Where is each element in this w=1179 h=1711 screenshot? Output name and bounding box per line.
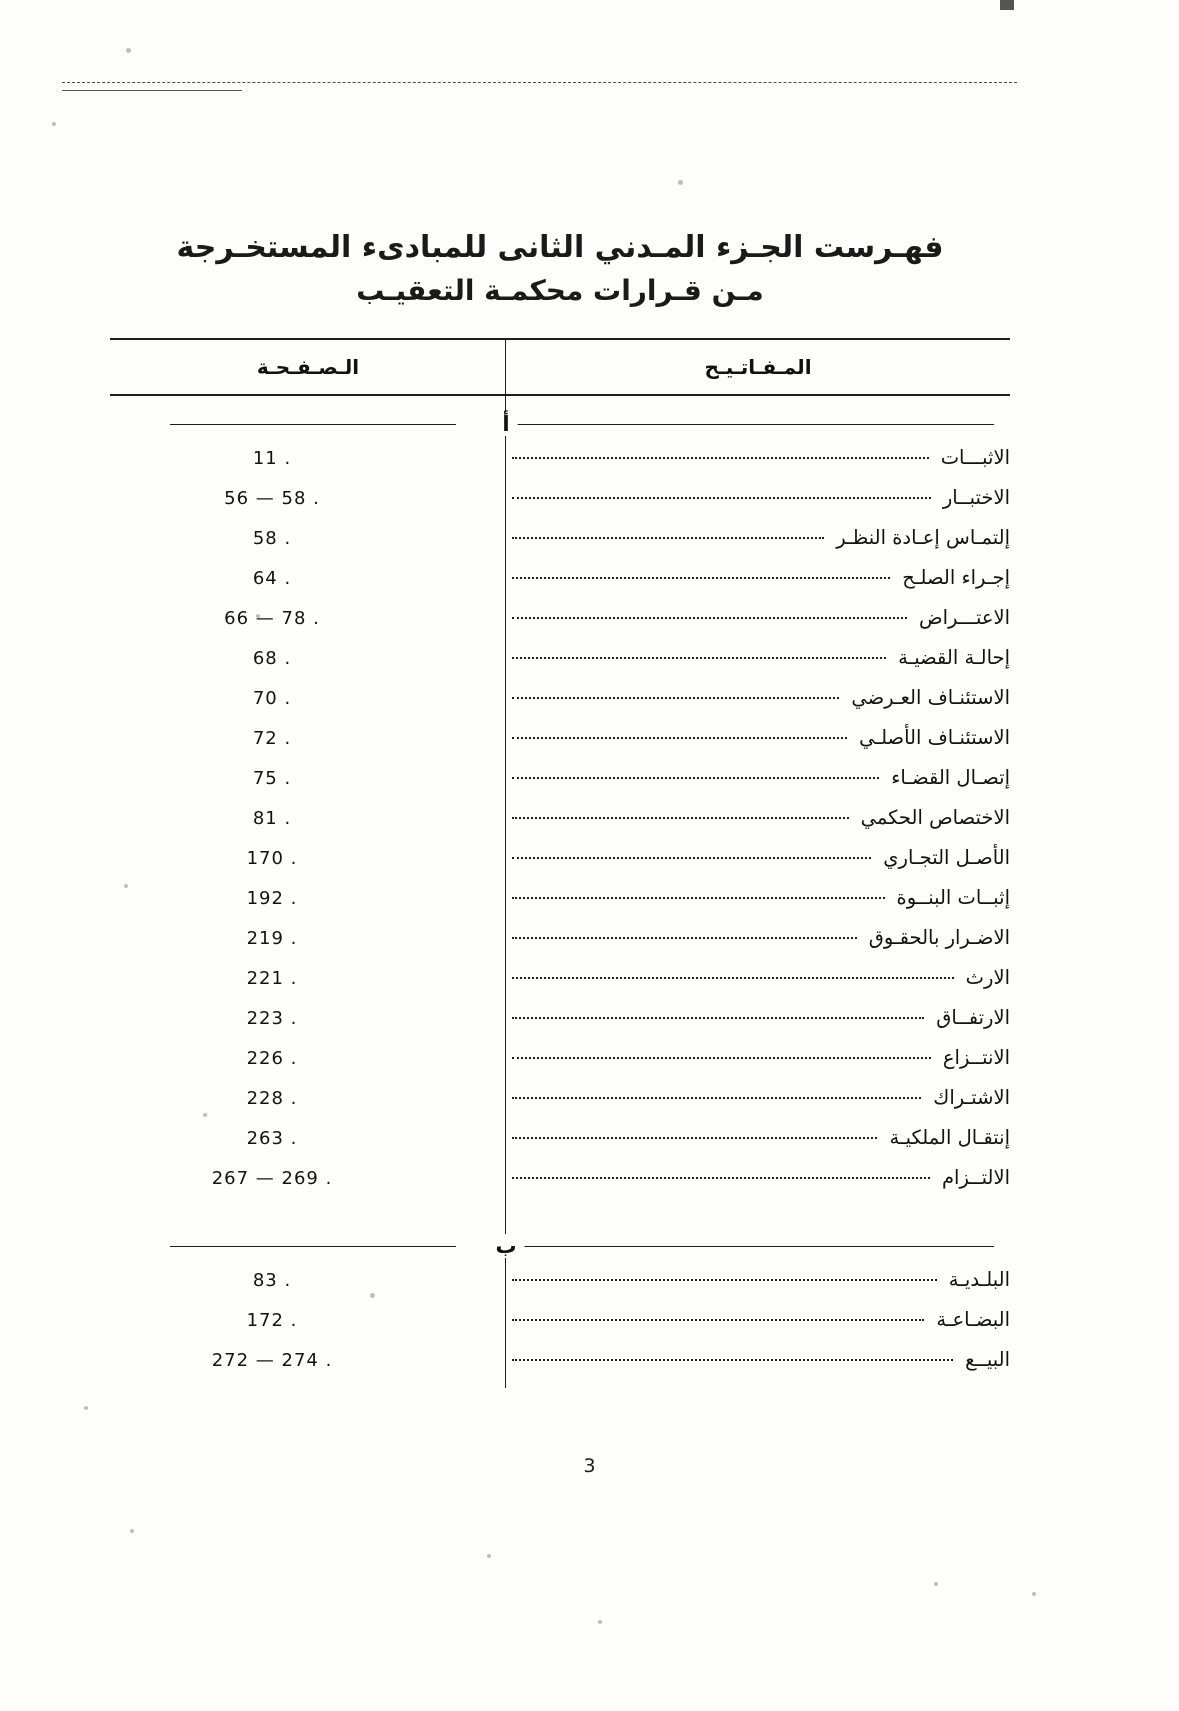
entry-key-cell	[488, 646, 1010, 669]
entry-key: البيــع	[965, 1348, 1010, 1371]
entry-key: الاستئنـاف الأصلـي	[859, 726, 1010, 749]
index-entry	[110, 646, 1010, 686]
entry-page: 272 — 274 .	[211, 1350, 333, 1371]
entry-key-cell	[488, 1126, 1010, 1149]
entry-key-cell	[488, 1308, 1010, 1331]
entry-key: الانتــزاع	[942, 1046, 1010, 1069]
index-table	[110, 338, 1010, 1388]
leader-dots	[512, 1137, 877, 1139]
leader-dots	[512, 697, 839, 699]
section-letter: أ	[494, 412, 517, 436]
entry-key-cell	[488, 526, 1010, 549]
scan-speck	[126, 48, 131, 53]
column-header-page: الـصـفـحـة	[256, 355, 360, 379]
entry-key-cell	[488, 486, 1010, 509]
table-header-row	[110, 340, 1010, 394]
scan-top-rule-secondary	[62, 90, 242, 91]
index-entry	[110, 1268, 1010, 1308]
scan-speck	[678, 180, 683, 185]
leader-dots	[512, 777, 879, 779]
leader-dots	[512, 1097, 921, 1099]
leader-dots	[512, 977, 954, 979]
index-entry	[110, 1086, 1010, 1126]
index-content	[110, 225, 1010, 1388]
leader-dots	[512, 817, 849, 819]
entry-key-cell	[488, 1348, 1010, 1371]
entry-key: الاثبـــات	[940, 446, 1010, 469]
index-entry	[110, 846, 1010, 886]
leader-dots	[512, 1057, 931, 1059]
table-body	[110, 396, 1010, 1388]
entry-page: 68 .	[252, 648, 292, 669]
entry-key: البضـاعـة	[936, 1308, 1010, 1331]
entry-page: 221 .	[246, 968, 298, 989]
entry-key-cell	[488, 1086, 1010, 1109]
entry-page: 58 .	[252, 528, 292, 549]
leader-dots	[512, 1319, 924, 1321]
entry-page: 192 .	[246, 888, 298, 909]
leader-dots	[512, 737, 847, 739]
entry-key-cell	[488, 686, 1010, 709]
section-rule-left	[110, 424, 496, 425]
entry-key: الاضـرار بالحقـوق	[868, 926, 1010, 949]
section-letter: ب	[487, 1234, 524, 1258]
leader-dots	[512, 1359, 953, 1361]
entry-key: الاختصاص الحكمي	[860, 806, 1010, 829]
entry-key: الالتــزام	[941, 1166, 1010, 1189]
entry-key-cell	[488, 1006, 1010, 1029]
entry-page: 56 — 58 .	[224, 488, 320, 509]
entry-key: إجـراء الصلـح	[902, 566, 1010, 589]
leader-dots	[512, 1017, 924, 1019]
section-separator-baa	[110, 1224, 1010, 1268]
page-title-line-1: فهـرست الجـزء المـدني الثانى للمبادىء المستخـرجة	[176, 230, 944, 265]
entry-page: 66 — 78 .	[224, 608, 320, 629]
entry-key-cell	[488, 1166, 1010, 1189]
entry-key: الاعتـــراض	[919, 606, 1010, 629]
column-header-keys: المـفـاتـيـح	[704, 355, 812, 379]
leader-dots	[512, 857, 871, 859]
entry-page: 170 .	[246, 848, 298, 869]
entry-key: الاشتـراك	[933, 1086, 1010, 1109]
leader-dots	[512, 1177, 930, 1179]
entry-key-cell	[488, 806, 1010, 829]
index-entry	[110, 1348, 1010, 1388]
entry-key-cell	[488, 926, 1010, 949]
index-entry	[110, 1308, 1010, 1348]
leader-dots	[512, 1279, 937, 1281]
entry-key-cell	[488, 1046, 1010, 1069]
scan-speck	[130, 1529, 134, 1533]
page-number: 3	[583, 1455, 596, 1477]
page-title	[110, 225, 1010, 312]
entry-page: 64 .	[252, 568, 292, 589]
scan-speck	[84, 1406, 88, 1410]
scan-speck	[934, 1582, 938, 1586]
section-rule-right	[496, 424, 1010, 425]
leader-dots	[512, 537, 824, 539]
leader-dots	[512, 617, 907, 619]
index-entry	[110, 766, 1010, 806]
entry-key-cell	[488, 966, 1010, 989]
scan-edge-mark	[1000, 0, 1014, 10]
leader-dots	[512, 577, 890, 579]
entry-key-cell	[488, 1268, 1010, 1291]
leader-dots	[512, 657, 886, 659]
index-entry	[110, 886, 1010, 926]
index-entry	[110, 686, 1010, 726]
entry-key-cell	[488, 846, 1010, 869]
leader-dots	[512, 937, 857, 939]
index-entry	[110, 1046, 1010, 1086]
entry-page: 75 .	[252, 768, 292, 789]
section-rule-right	[496, 1246, 1010, 1247]
entry-key: إثبــات البنــوة	[896, 886, 1010, 909]
leader-dots	[512, 497, 931, 499]
section-separator-alef	[110, 402, 1010, 446]
entry-key-cell	[488, 606, 1010, 629]
entry-page: 219 .	[246, 928, 298, 949]
entry-page: 226 .	[246, 1048, 298, 1069]
index-entry	[110, 966, 1010, 1006]
leader-dots	[512, 897, 885, 899]
scan-speck	[598, 1620, 602, 1624]
entry-page: 263 .	[246, 1128, 298, 1149]
index-entry	[110, 606, 1010, 646]
index-entry	[110, 926, 1010, 966]
entry-key: إنتقـال الملكيـة	[889, 1126, 1010, 1149]
scan-speck	[52, 122, 56, 126]
entry-page: 223 .	[246, 1008, 298, 1029]
index-entry	[110, 526, 1010, 566]
entry-key: إحالـة القضيـة	[898, 646, 1010, 669]
index-entry	[110, 566, 1010, 606]
entry-key-cell	[488, 446, 1010, 469]
page-title-line-2: مـن قـرارات محكمـة التعقيـب	[356, 274, 764, 307]
entry-page: 72 .	[252, 728, 292, 749]
entry-key: إلتمـاس إعـادة النظـر	[836, 526, 1010, 549]
index-entry	[110, 1126, 1010, 1166]
entry-key-cell	[488, 566, 1010, 589]
table-column-divider	[505, 338, 506, 396]
index-entry	[110, 1166, 1010, 1206]
entry-key-cell	[488, 886, 1010, 909]
entry-key: الأصـل التجـاري	[883, 846, 1010, 869]
entry-page: 11 .	[252, 448, 292, 469]
entry-page: 70 .	[252, 688, 292, 709]
index-entry	[110, 726, 1010, 766]
index-entry	[110, 806, 1010, 846]
scan-speck	[487, 1554, 491, 1558]
entry-page: 267 — 269 .	[211, 1168, 333, 1189]
index-entry	[110, 486, 1010, 526]
index-entry	[110, 1006, 1010, 1046]
entry-key: الارث	[965, 966, 1010, 989]
entry-key: الاختبــار	[942, 486, 1010, 509]
entry-key: الارتفــاق	[936, 1006, 1010, 1029]
section-rule-left	[110, 1246, 496, 1247]
scan-top-rule	[62, 82, 1017, 83]
scan-speck	[1032, 1592, 1036, 1596]
entry-page: 83 .	[252, 1270, 292, 1291]
index-entry	[110, 446, 1010, 486]
entry-key: إتصـال القضـاء	[891, 766, 1010, 789]
entry-key: الاستئنـاف العـرضي	[851, 686, 1010, 709]
entry-page: 81 .	[252, 808, 292, 829]
leader-dots	[512, 457, 929, 459]
entry-key-cell	[488, 726, 1010, 749]
entry-page: 228 .	[246, 1088, 298, 1109]
entry-key: البلـديـة	[948, 1268, 1010, 1291]
entry-page: 172 .	[246, 1310, 298, 1331]
entry-key-cell	[488, 766, 1010, 789]
